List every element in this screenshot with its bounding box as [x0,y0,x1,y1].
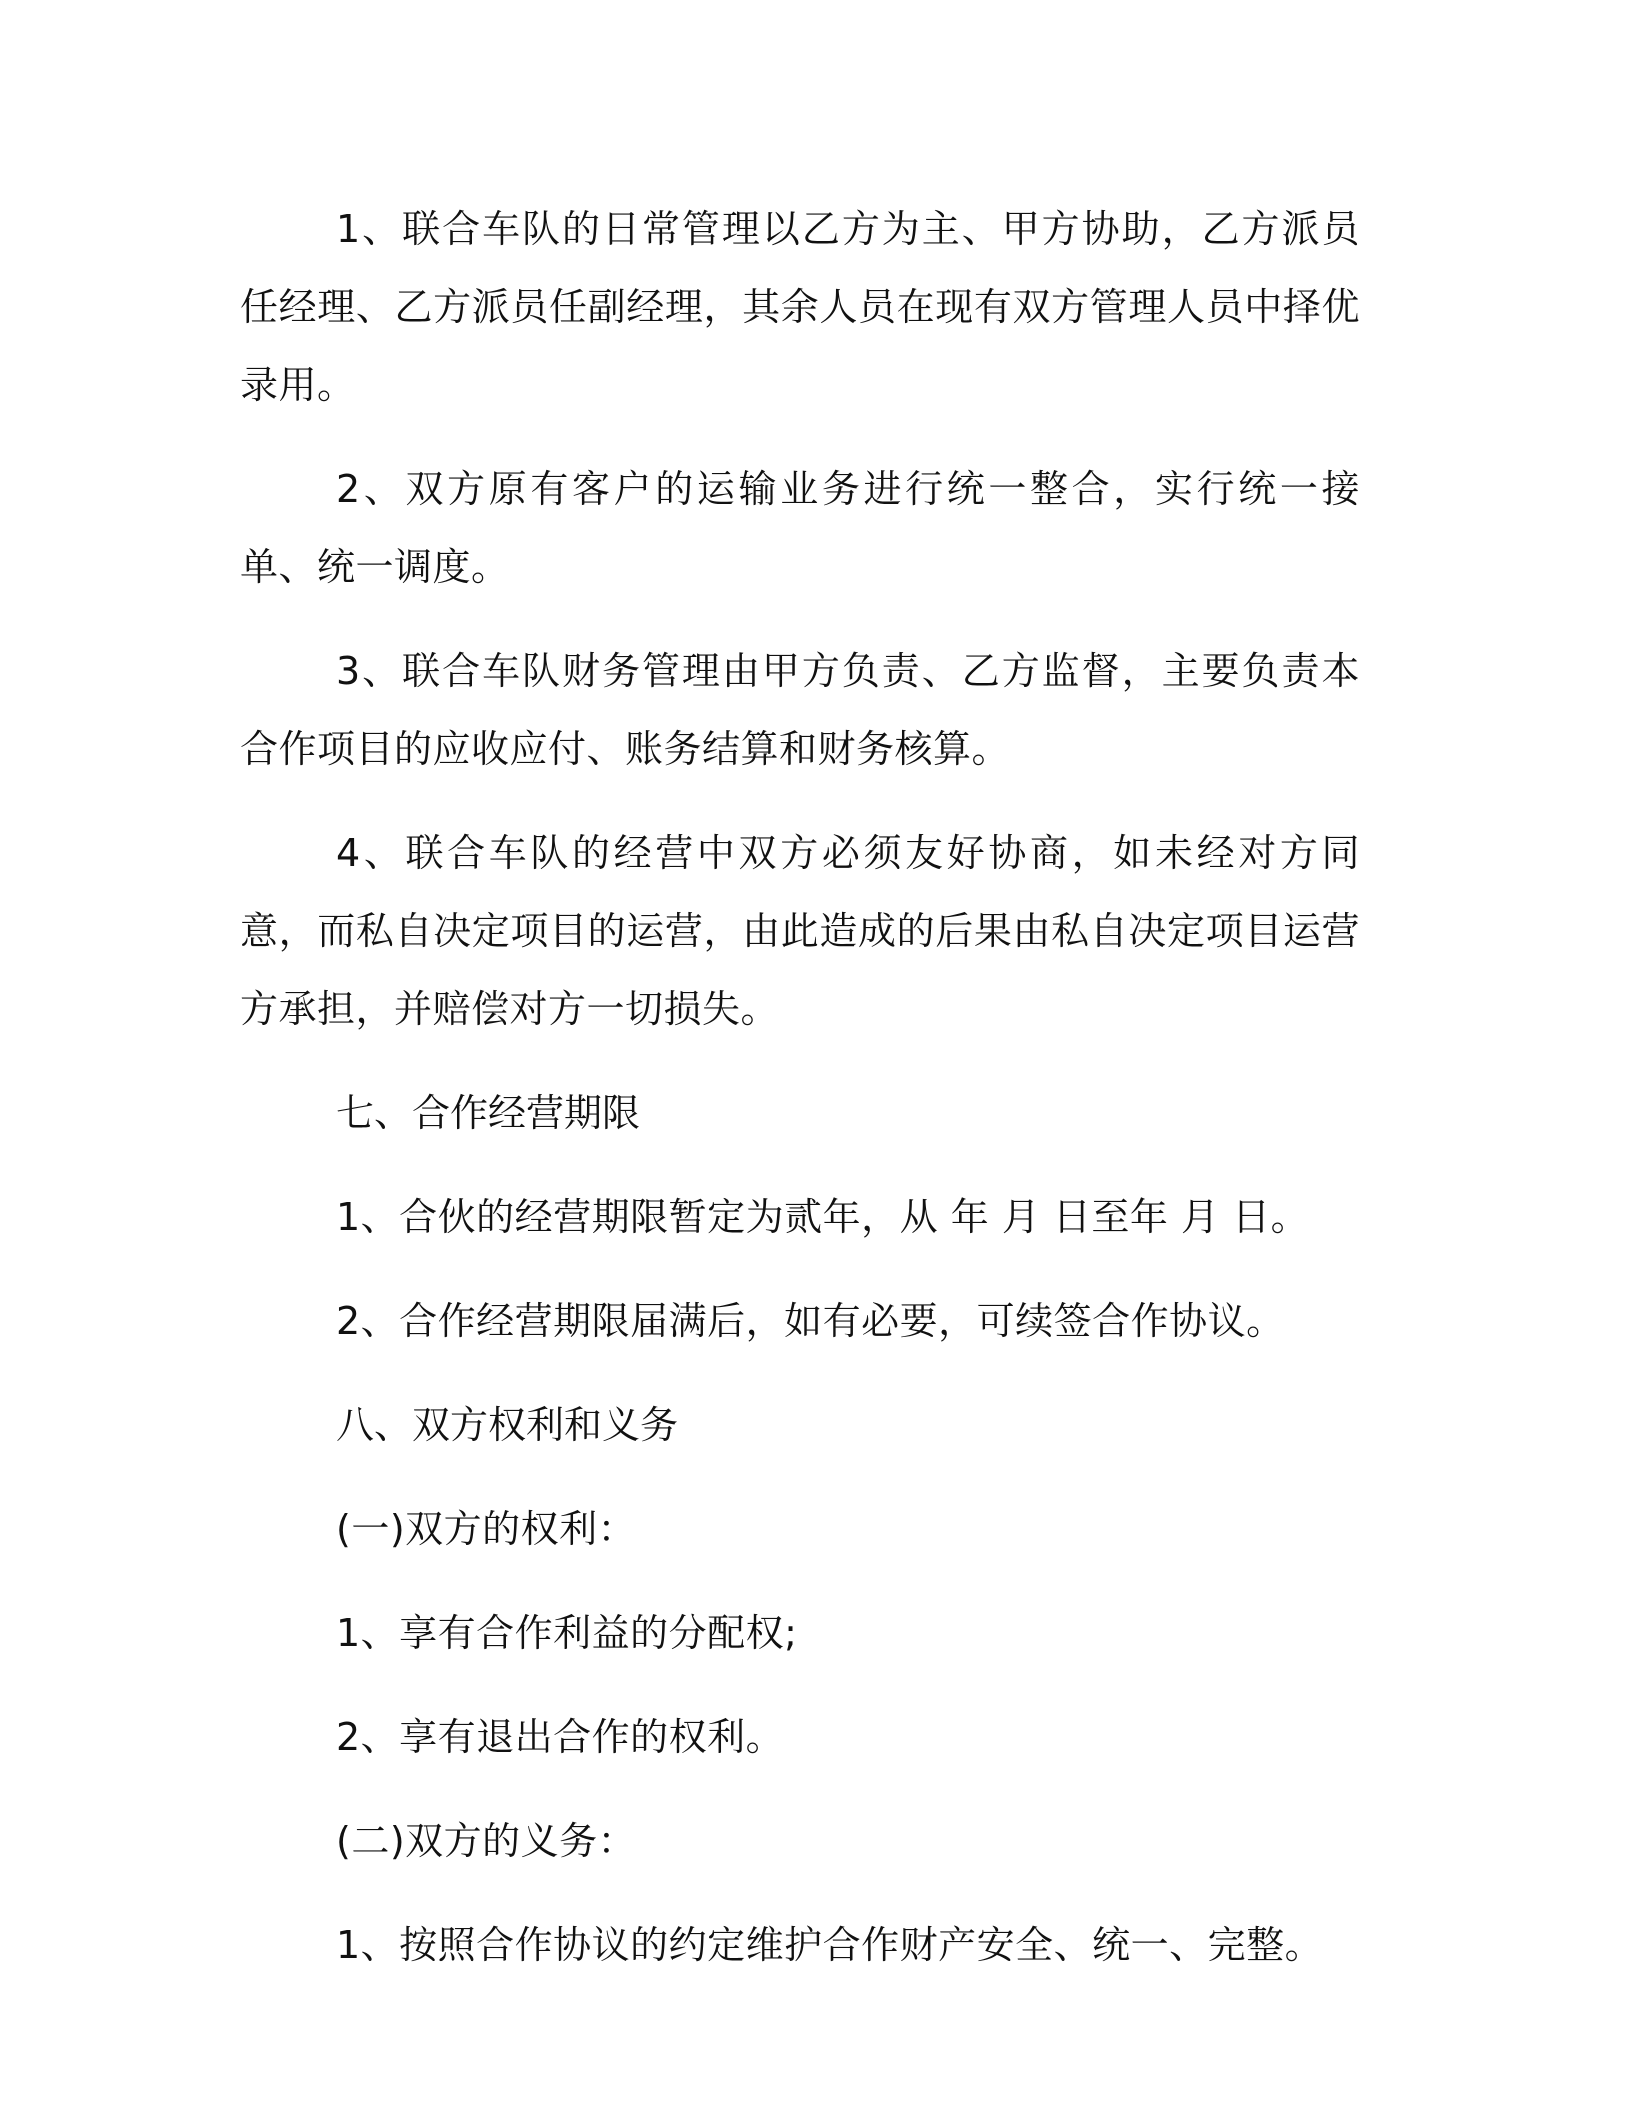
paragraph-obligation-property: 1、按照合作协议的约定维护合作财产安全、统一、完整。 [336,1923,1324,1967]
paragraph-right-profit-distribution: 1、享有合作利益的分配权; [336,1611,798,1655]
section-heading-term: 七、合作经营期限 [336,1091,641,1135]
document-page [240,190,1360,1984]
paragraph-right-withdrawal: 2、享有退出合作的权利。 [336,1715,785,1759]
paragraph-term-duration: 1、合伙的经营期限暂定为贰年，从 年 月 日至年 月 日。 [336,1195,1310,1239]
section-heading-rights-obligations: 八、双方权利和义务 [336,1403,679,1447]
subsection-rights: (一)双方的权利： [336,1507,637,1551]
paragraph-business-integration: 2、双方原有客户的运输业务进行统一整合，实行统一接单、统一调度。 [240,467,1360,589]
paragraph-operation-consultation: 4、联合车队的经营中双方必须友好协商，如未经对方同意，而私自决定项目的运营，由此造成的后果由私自决定项目运营方承担，并赔偿对方一切损失。 [240,831,1360,1031]
paragraph-term-renewal: 2、合作经营期限届满后，如有必要，可续签合作协议。 [336,1299,1285,1343]
paragraph-daily-management: 1、联合车队的日常管理以乙方为主、甲方协助，乙方派员任经理、乙方派员任副经理，其余人员在现有双方管理人员中择优录用。 [240,207,1360,407]
subsection-obligations: (二)双方的义务： [336,1819,637,1863]
paragraph-financial-management: 3、联合车队财务管理由甲方负责、乙方监督，主要负责本合作项目的应收应付、账务结算和财务核算。 [240,649,1360,771]
